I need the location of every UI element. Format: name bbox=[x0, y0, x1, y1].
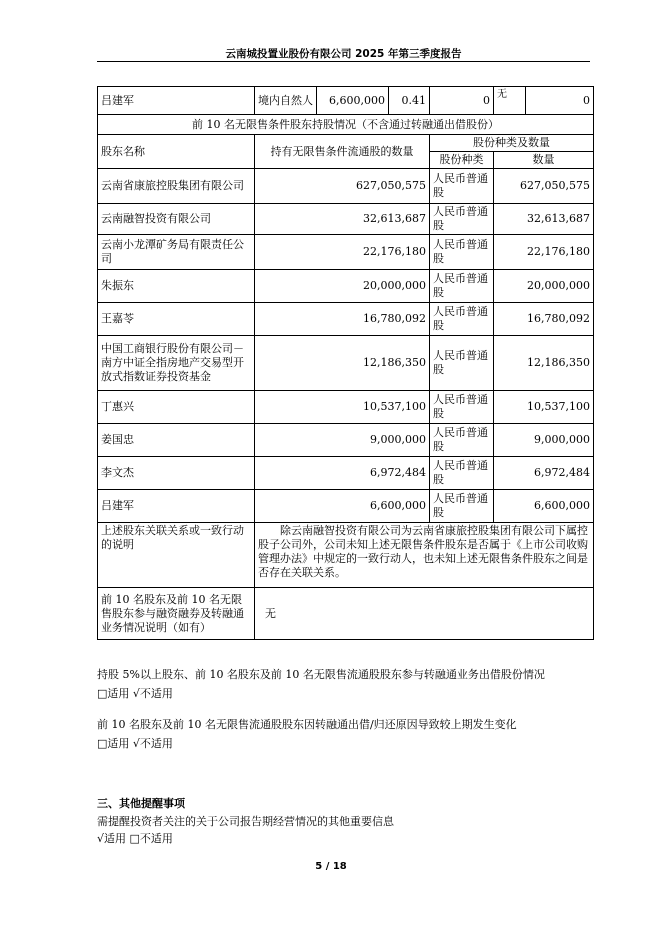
shareholder-shares: 6,972,484 bbox=[255, 457, 430, 490]
change-disclosure-options: □适用 √不适用 bbox=[97, 737, 173, 750]
change-disclosure-text: 前 10 名股东及前 10 名无限售流通股股东因转融通出借/归还原因导致较上期发生变化 bbox=[97, 718, 517, 731]
relation-text: 除云南融智投资有限公司为云南省康旅控股集团有限公司下属控股子公司外，公司未知上述无限售条件股东是否属于《上市公司收购管理办法》中规定的一致行动人，也未知上述无限售条件股东之间是否存在关联关系。 bbox=[255, 523, 594, 588]
margin-text: 无 bbox=[255, 588, 594, 640]
share-qty: 16,780,092 bbox=[494, 303, 594, 336]
share-type: 人民币普通股 bbox=[430, 270, 494, 303]
table-title: 前 10 名无限售条件股东持股情况（不含通过转融通出借股份） bbox=[98, 115, 594, 135]
relation-row bbox=[98, 523, 594, 588]
shareholder-name: 云南小龙潭矿务局有限责任公司 bbox=[98, 235, 255, 270]
col-header-type: 股份种类 bbox=[430, 152, 494, 169]
other-reminders-text: 需提醒投资者关注的关于公司报告期经营情况的其他重要信息 bbox=[97, 815, 394, 828]
top10-shareholders-table bbox=[97, 86, 594, 640]
table-row bbox=[98, 303, 594, 336]
shareholder-name: 朱振东 bbox=[98, 270, 255, 303]
page-number: 5 / 18 bbox=[315, 861, 347, 872]
shareholder-name: 姜国忠 bbox=[98, 424, 255, 457]
share-qty: 627,050,575 bbox=[494, 169, 594, 204]
holder-nature: 境内自然人 bbox=[255, 87, 317, 115]
header-row-1 bbox=[98, 135, 594, 152]
holder-ratio: 0.41 bbox=[389, 87, 430, 115]
share-type: 人民币普通股 bbox=[430, 490, 494, 523]
shareholder-name: 李文杰 bbox=[98, 457, 255, 490]
share-type: 人民币普通股 bbox=[430, 303, 494, 336]
header-divider bbox=[97, 61, 590, 62]
top10-holders-last-row bbox=[98, 87, 594, 115]
shareholder-name: 丁惠兴 bbox=[98, 391, 255, 424]
share-qty: 10,537,100 bbox=[494, 391, 594, 424]
shareholder-name: 王嘉苓 bbox=[98, 303, 255, 336]
shareholder-shares: 9,000,000 bbox=[255, 424, 430, 457]
pledge-status: 无 bbox=[494, 87, 526, 115]
share-type: 人民币普通股 bbox=[430, 391, 494, 424]
shareholder-name: 中国工商银行股份有限公司－南方中证全指房地产交易型开放式指数证券投资基金 bbox=[98, 336, 255, 391]
share-qty: 6,972,484 bbox=[494, 457, 594, 490]
shareholder-name: 云南省康旅控股集团有限公司 bbox=[98, 169, 255, 204]
change-disclosure bbox=[97, 717, 590, 752]
holder-shares: 6,600,000 bbox=[317, 87, 389, 115]
shareholder-shares: 22,176,180 bbox=[255, 235, 430, 270]
table-row bbox=[98, 424, 594, 457]
margin-row bbox=[98, 588, 594, 640]
share-qty: 12,186,350 bbox=[494, 336, 594, 391]
share-type: 人民币普通股 bbox=[430, 457, 494, 490]
holder-name: 吕建军 bbox=[98, 87, 255, 115]
relation-label: 上述股东关联关系或一致行动的说明 bbox=[98, 523, 255, 588]
share-type: 人民币普通股 bbox=[430, 336, 494, 391]
shareholder-name: 云南融智投资有限公司 bbox=[98, 204, 255, 235]
share-type: 人民币普通股 bbox=[430, 169, 494, 204]
page-header: 云南城投置业股份有限公司 2025 年第三季度报告 bbox=[225, 48, 462, 60]
table-row bbox=[98, 270, 594, 303]
share-qty: 32,613,687 bbox=[494, 204, 594, 235]
col-header-qty: 数量 bbox=[494, 152, 594, 169]
share-type: 人民币普通股 bbox=[430, 424, 494, 457]
lending-disclosure bbox=[97, 667, 590, 702]
share-type: 人民币普通股 bbox=[430, 204, 494, 235]
shareholder-shares: 10,537,100 bbox=[255, 391, 430, 424]
table-row bbox=[98, 204, 594, 235]
col-header-type-group: 股份种类及数量 bbox=[430, 135, 594, 152]
shareholder-shares: 32,613,687 bbox=[255, 204, 430, 235]
share-qty: 20,000,000 bbox=[494, 270, 594, 303]
table-row bbox=[98, 457, 594, 490]
lending-disclosure-options: □适用 √不适用 bbox=[97, 687, 173, 700]
other-reminders-options: √适用 □不适用 bbox=[97, 832, 173, 845]
table-title-row bbox=[98, 115, 594, 135]
share-qty: 22,176,180 bbox=[494, 235, 594, 270]
shareholder-shares: 20,000,000 bbox=[255, 270, 430, 303]
section-title: 三、其他提醒事项 bbox=[97, 797, 185, 810]
share-type: 人民币普通股 bbox=[430, 235, 494, 270]
col-header-shares: 持有无限售条件流通股的数量 bbox=[255, 135, 430, 169]
shareholder-shares: 16,780,092 bbox=[255, 303, 430, 336]
table-row bbox=[98, 235, 594, 270]
table-row bbox=[98, 391, 594, 424]
table-row bbox=[98, 490, 594, 523]
shareholder-shares: 6,600,000 bbox=[255, 490, 430, 523]
shareholder-shares: 12,186,350 bbox=[255, 336, 430, 391]
col-header-name: 股东名称 bbox=[98, 135, 255, 169]
pledge-qty: 0 bbox=[526, 87, 594, 115]
table-row bbox=[98, 336, 594, 391]
other-reminders bbox=[97, 814, 590, 847]
shareholder-shares: 627,050,575 bbox=[255, 169, 430, 204]
table-row bbox=[98, 169, 594, 204]
lending-disclosure-text: 持股 5%以上股东、前 10 名股东及前 10 名无限售流通股股东参与转融通业务出借股份情况 bbox=[97, 668, 545, 681]
share-qty: 9,000,000 bbox=[494, 424, 594, 457]
share-qty: 6,600,000 bbox=[494, 490, 594, 523]
shareholder-name: 吕建军 bbox=[98, 490, 255, 523]
margin-label: 前 10 名股东及前 10 名无限售股东参与融资融券及转融通业务情况说明（如有） bbox=[98, 588, 255, 640]
holder-restricted: 0 bbox=[430, 87, 494, 115]
